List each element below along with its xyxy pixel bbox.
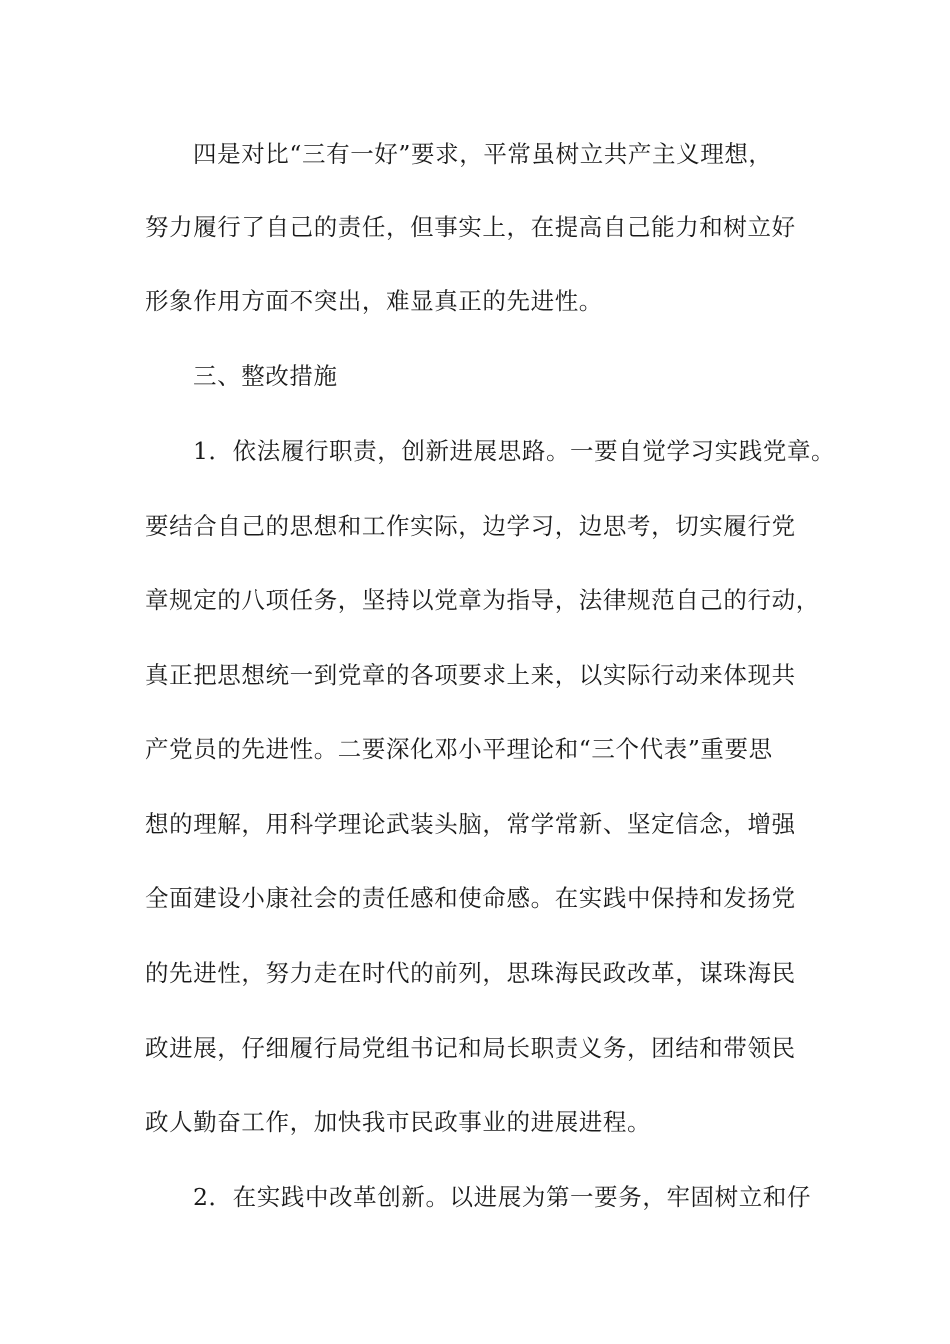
paragraph-line: 想的理解，用科学理论武装头脑，常学常新、坚定信念，增强 xyxy=(145,810,796,838)
paragraph-line: 努力履行了自己的责任，但事实上，在提高自己能力和树立好 xyxy=(145,213,796,241)
paragraph-line: 章规定的八项任务，坚持以党章为指导，法律规范自己的行动， xyxy=(145,586,820,614)
paragraph-line: 政进展，仔细履行局党组书记和局长职责义务，团结和带领民 xyxy=(145,1034,796,1062)
paragraph-line: 要结合自己的思想和工作实际，边学习，边思考，切实履行党 xyxy=(145,512,796,540)
paragraph-line: 四是对比“三有一好”要求，平常虽树立共产主义理想， xyxy=(193,140,773,168)
paragraph-line: 形象作用方面不突出，难显真正的先进性。 xyxy=(145,287,603,315)
paragraph-line: 政人勤奋工作，加快我市民政事业的进展进程。 xyxy=(145,1108,652,1136)
paragraph-line: 1．依法履行职责，创新进展思路。一要自觉学习实践党章。 xyxy=(193,437,836,465)
section-heading: 三、整改措施 xyxy=(193,362,338,390)
paragraph-line: 2．在实践中改革创新。以进展为第一要务，牢固树立和仔 xyxy=(193,1183,812,1211)
paragraph-line: 产党员的先进性。二要深化邓小平理论和“三个代表”重要思 xyxy=(145,735,773,763)
paragraph-line: 真正把思想统一到党章的各项要求上来，以实际行动来体现共 xyxy=(145,661,796,689)
paragraph-line: 全面建设小康社会的责任感和使命感。在实践中保持和发扬党 xyxy=(145,884,796,912)
paragraph-line: 的先进性，努力走在时代的前列，思珠海民政改革，谋珠海民 xyxy=(145,959,796,987)
